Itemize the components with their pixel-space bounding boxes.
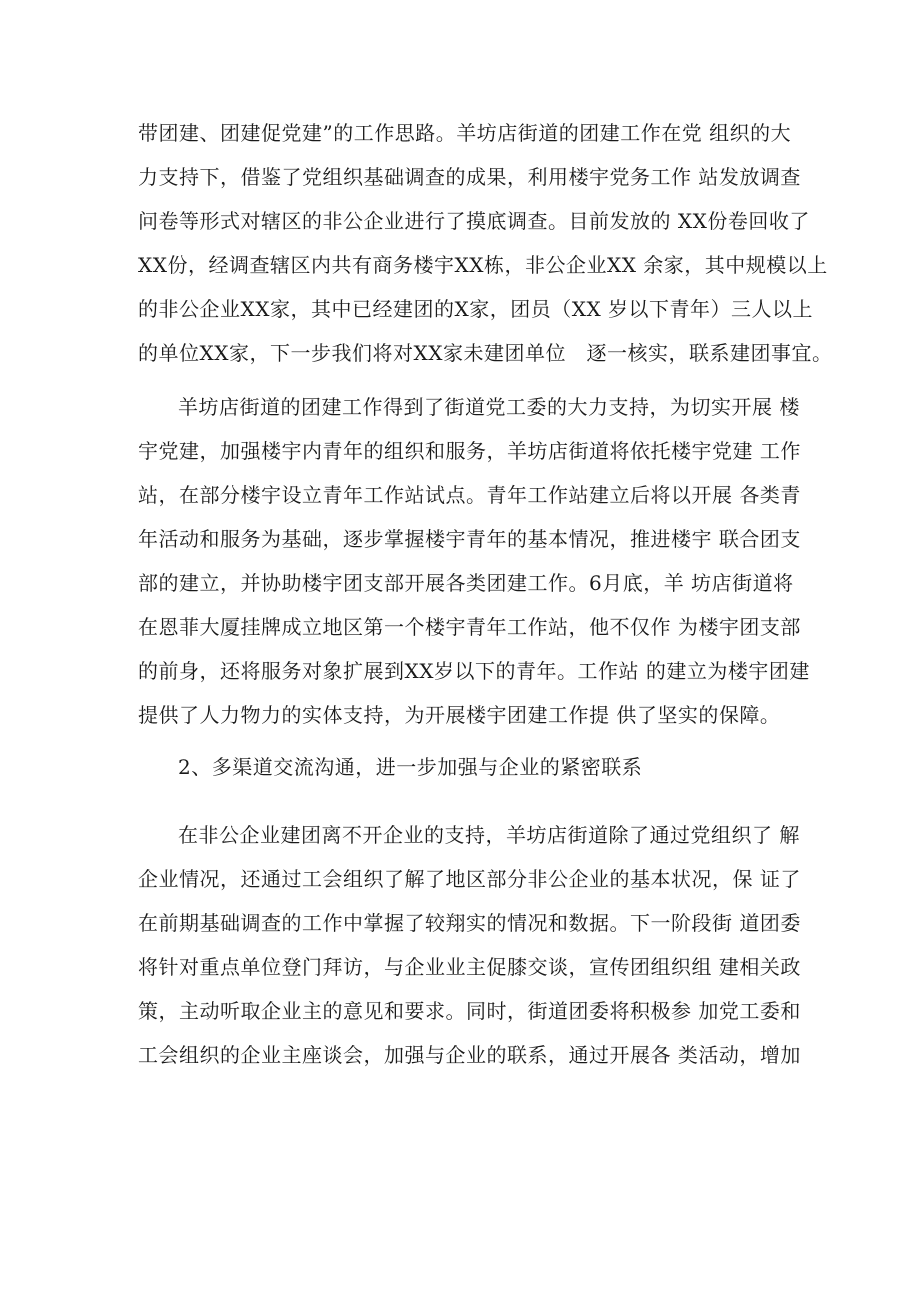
paragraph-3-line: 在非公企业建团离不开企业的支持，羊坊店街道除了通过党组织了 解 — [178, 823, 800, 847]
paragraph-1-line: 的非公企业XX家，其中已经建团的X家，团员（XX 岁以下青年）三人以上 — [138, 297, 814, 321]
paragraph-2-line: 部的建立，并协助楼宇团支部开展各类团建工作。6月底，羊 坊店街道将 — [138, 571, 794, 595]
paragraph-1-line: 的单位XX家，下一步我们将对XX家未建团单位 逐一核实，联系建团事宜。 — [138, 341, 833, 365]
paragraph-3-line: 策，主动听取企业主的意见和要求。同时，街道团委将积极参 加党工委和 — [138, 999, 801, 1023]
paragraph-2-line: 年活动和服务为基础，逐步掌握楼宇青年的基本情况，推进楼宇 联合团支 — [138, 527, 801, 551]
paragraph-1-line: XX份，经调查辖区内共有商务楼宇XX栋，非公企业XX 余家，其中规模以上 — [138, 253, 828, 277]
paragraph-3-line: 在前期基础调查的工作中掌握了较翔实的情况和数据。下一阶段街 道团委 — [138, 911, 801, 935]
paragraph-2-line: 在恩菲大厦挂牌成立地区第一个楼宇青年工作站，他不仅作 为楼宇团支部 — [138, 615, 801, 639]
paragraph-1-line: 力支持下，借鉴了党组织基础调查的成果，利用楼宇党务工作 站发放调查 — [138, 165, 801, 189]
paragraph-1-line: 问卷等形式对辖区的非公企业进行了摸底调查。目前发放的 XX份卷回收了 — [138, 209, 810, 233]
paragraph-2-line: 宇党建，加强楼宇内青年的组织和服务，羊坊店街道将依托楼宇党建 工作 — [138, 439, 801, 463]
paragraph-1-line: 带团建、团建促党建”的工作思路。羊坊店街道的团建工作在党 组织的大 — [138, 121, 792, 145]
paragraph-2-line: 羊坊店街道的团建工作得到了街道党工委的大力支持，为切实开展 楼 — [178, 395, 800, 419]
paragraph-2-line: 站，在部分楼宇设立青年工作站试点。青年工作站建立后将以开展 各类青 — [138, 483, 801, 507]
paragraph-3-line: 工会组织的企业主座谈会，加强与企业的联系，通过开展各 类活动，增加 — [138, 1043, 801, 1067]
paragraph-3-line: 将针对重点单位登门拜访，与企业业主促膝交谈，宣传团组织组 建相关政 — [138, 955, 801, 979]
paragraph-2-line: 的前身，还将服务对象扩展到XX岁以下的青年。工作站 的建立为楼宇团建 — [138, 659, 810, 683]
paragraph-2-line: 提供了人力物力的实体支持，为开展楼宇团建工作提 供了坚实的保障。 — [138, 703, 781, 727]
section-heading: 2、多渠道交流沟通，进一步加强与企业的紧密联系 — [178, 755, 643, 779]
paragraph-3-line: 企业情况，还通过工会组织了解了地区部分非公企业的基本状况，保 证了 — [138, 867, 801, 891]
